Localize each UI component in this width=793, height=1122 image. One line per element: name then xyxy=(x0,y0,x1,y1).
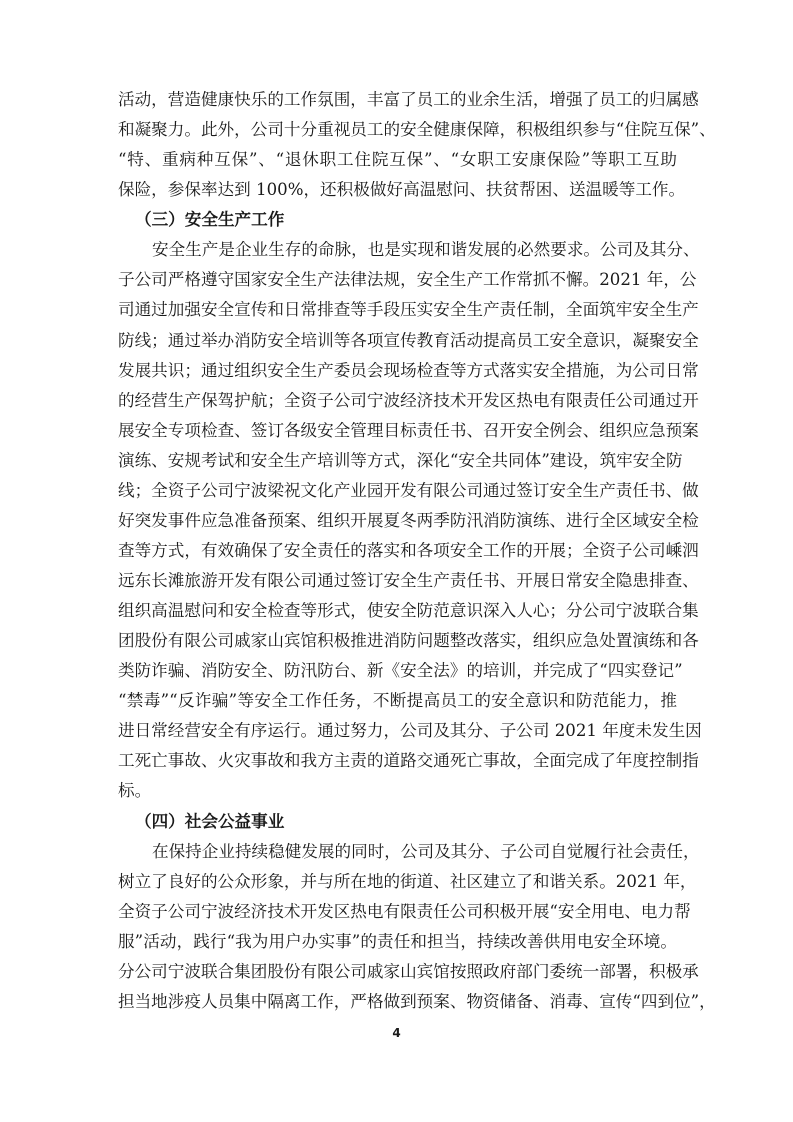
text-line: 全资子公司宁波经济技术开发区热电有限责任公司积极开展“安全用电、电力帮 xyxy=(118,901,691,921)
text-line: 团股份有限公司戚家山宾馆积极推进消防问题整改落实，组织应急处置演练和各 xyxy=(118,631,699,651)
text-line: 和凝聚力。此外，公司十分重视员工的安全健康保障，积极组织参与“住院互保”、 xyxy=(118,120,716,140)
text-line: 组织高温慰问和安全检查等形式，使安全防范意识深入人心；分公司宁波联合集 xyxy=(118,601,699,621)
text-line: 服”活动，践行“我为用户办实事”的责任和担当，持续改善供用电安全环境。 xyxy=(118,931,677,951)
section-heading-safety-production: （三）安全生产工作 xyxy=(135,210,285,230)
text-line: 好突发事件应急准备预案、组织开展夏冬两季防汛消防演练、进行全区域安全检 xyxy=(118,510,699,530)
text-line: 展安全专项检查、签订各级安全管理目标责任书、召开安全例会、组织应急预案 xyxy=(118,420,699,440)
text-line: 远东长滩旅游开发有限公司通过签订安全生产责任书、开展日常安全隐患排查、 xyxy=(118,571,699,590)
text-line: 进日常经营安全有序运行。通过努力，公司及其分、子公司 2021 年度未发生因 xyxy=(118,721,702,741)
text-line: 子公司严格遵守国家安全生产法律法规，安全生产工作常抓不懈。2021 年，公 xyxy=(118,270,697,290)
text-line: 安全生产是企业生存的命脉，也是实现和谐发展的必然要求。公司及其分、 xyxy=(152,240,700,260)
text-line: 保险，参保率达到 100%，还积极做好高温慰问、扶贫帮困、送温暖等工作。 xyxy=(118,180,686,200)
text-line: 线；全资子公司宁波梁祝文化产业园开发有限公司通过签订安全生产责任书、做 xyxy=(118,480,699,500)
text-line: 发展共识；通过组织安全生产委员会现场检查等方式落实安全措施，为公司日常 xyxy=(118,360,699,380)
text-line: 查等方式，有效确保了安全责任的落实和各项安全工作的开展；全资子公司嵊泗 xyxy=(118,540,699,560)
text-line: 分公司宁波联合集团股份有限公司戚家山宾馆按照政府部门委统一部署，积极承 xyxy=(118,961,699,981)
text-line: 类防诈骗、消防安全、防汛防台、新《安全法》的培训，并完成了“四实登记” xyxy=(118,661,683,681)
section-heading-social-welfare: （四）社会公益事业 xyxy=(135,811,285,831)
text-line: 演练、安规考试和安全生产培训等方式，深化“安全共同体”建设，筑牢安全防 xyxy=(118,450,683,470)
text-line: 活动，营造健康快乐的工作氛围，丰富了员工的业余生活，增强了员工的归属感 xyxy=(118,90,699,109)
text-line: “特、重病种互保”、“退休职工住院互保”、“女职工安康保险”等职工互助 xyxy=(118,150,677,170)
text-line: 防线；通过举办消防安全培训等各项宣传教育活动提高员工安全意识，凝聚安全 xyxy=(118,330,699,350)
document-body xyxy=(118,85,716,1017)
text-line: 标。 xyxy=(118,781,152,801)
text-line: 的经营生产保驾护航；全资子公司宁波经济技术开发区热电有限责任公司通过开 xyxy=(118,390,699,410)
text-line: 担当地涉疫人员集中隔离工作，严格做到预案、物资储备、消毒、宣传“四到位”， xyxy=(118,991,716,1011)
text-line: 司通过加强安全宣传和日常排查等手段压实安全生产责任制，全面筑牢安全生产 xyxy=(118,300,699,320)
text-line: “禁毒”“反诈骗”等安全工作任务，不断提高员工的安全意识和防范能力，推 xyxy=(118,691,677,711)
text-line: 在保持企业持续稳健发展的同时，公司及其分、子公司自觉履行社会责任， xyxy=(152,841,700,861)
text-line: 树立了良好的公众形象，并与所在地的街道、社区建立了和谐关系。2021 年， xyxy=(118,871,697,891)
text-line: 工死亡事故、火灾事故和我方主责的道路交通死亡事故，全面完成了年度控制指 xyxy=(118,751,699,771)
page-number: 4 xyxy=(392,1026,401,1040)
